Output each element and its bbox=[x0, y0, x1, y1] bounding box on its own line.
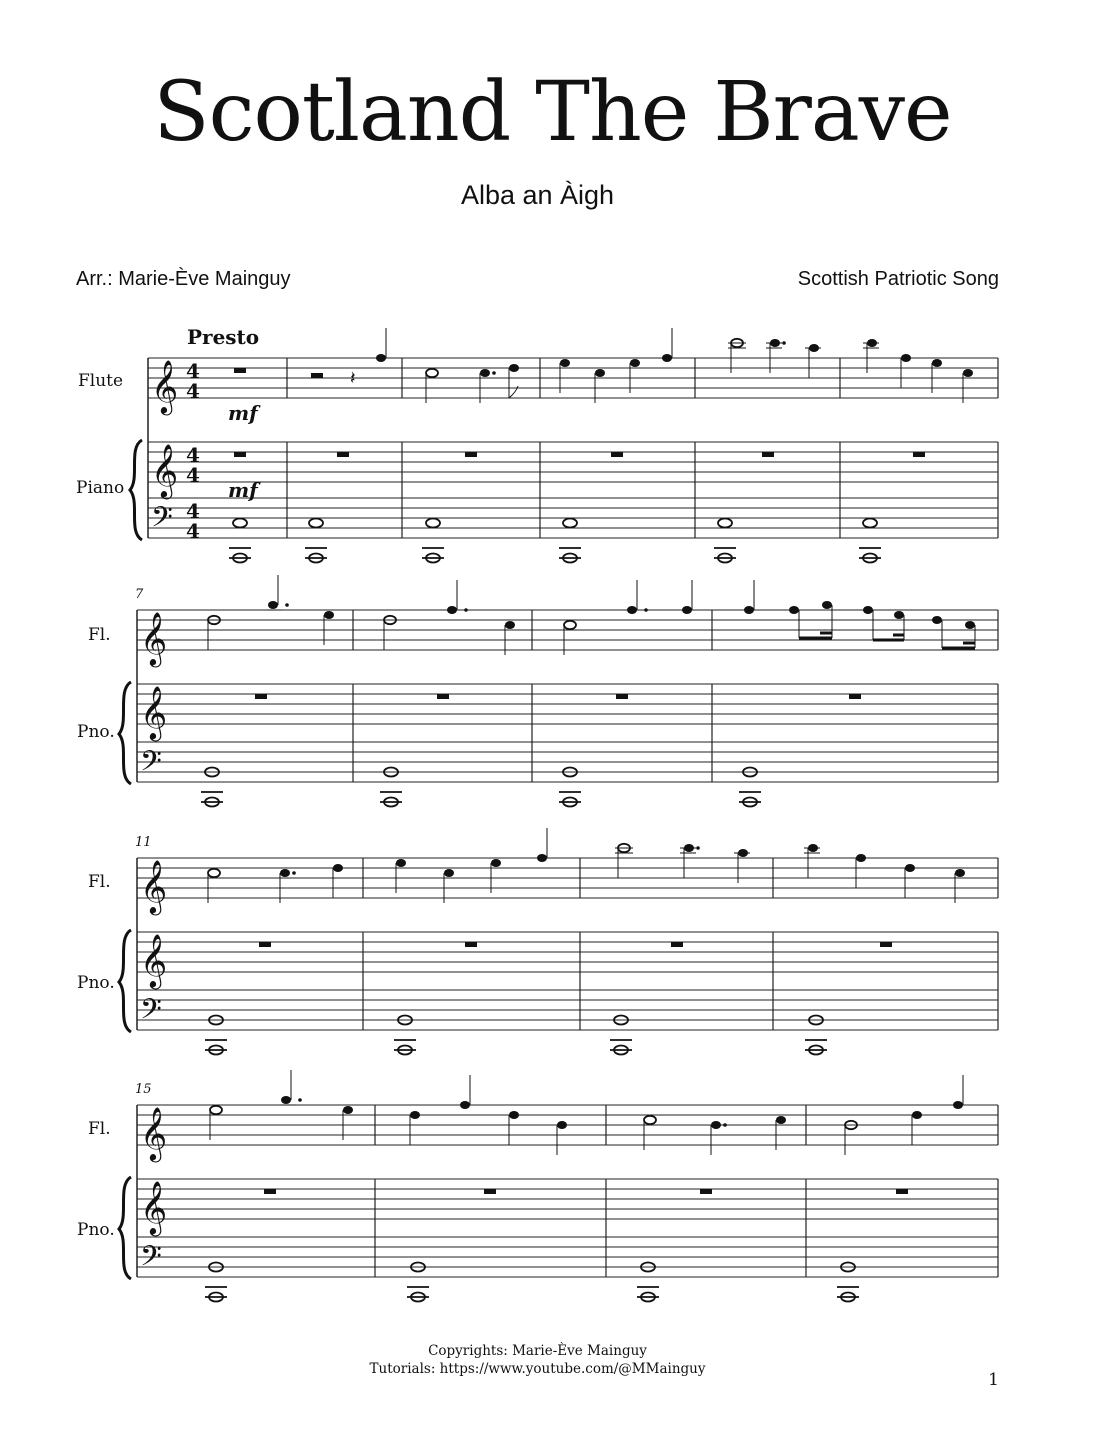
piano-label: Piano bbox=[76, 478, 125, 498]
system-1 bbox=[76, 325, 998, 563]
svg-text:4: 4 bbox=[186, 379, 200, 403]
system-2 bbox=[77, 575, 998, 807]
measure-number: 11 bbox=[135, 835, 152, 850]
piano-brace-icon bbox=[119, 1177, 131, 1279]
flute-staff-1 bbox=[148, 358, 998, 398]
treble-clef-icon: 𝄞 bbox=[140, 859, 168, 913]
footer bbox=[0, 1342, 1075, 1378]
piano-treble-rests-1 bbox=[234, 452, 925, 457]
svg-text:4: 4 bbox=[186, 519, 200, 543]
treble-clef-icon: 𝄞 bbox=[151, 359, 179, 413]
arranger-credit: Arr.: Marie-Ève Mainguy bbox=[76, 268, 291, 290]
copyright-text: Copyrights: Marie-Ève Mainguy bbox=[428, 1343, 647, 1359]
treble-clef-icon: 𝄞 bbox=[140, 1106, 168, 1160]
piano-bass-notes-1 bbox=[229, 519, 881, 563]
treble-clef-icon: 𝄞 bbox=[140, 1180, 168, 1234]
barlines-1 bbox=[287, 358, 998, 538]
svg-text:4: 4 bbox=[186, 443, 200, 467]
treble-clef-icon: 𝄞 bbox=[151, 443, 179, 497]
flute-label: Fl. bbox=[88, 1119, 111, 1139]
measure-number: 15 bbox=[135, 1082, 152, 1097]
composer-credit: Scottish Patriotic Song bbox=[797, 268, 999, 290]
svg-text:4: 4 bbox=[186, 499, 200, 523]
page-subtitle: Alba an Àigh bbox=[460, 180, 615, 210]
flute-label: Flute bbox=[78, 371, 124, 391]
time-signature bbox=[186, 359, 200, 543]
treble-clef-icon: 𝄞 bbox=[140, 611, 168, 665]
tempo-marking: Presto bbox=[187, 325, 260, 349]
piano-label: Pno. bbox=[77, 1220, 115, 1240]
page-number: 1 bbox=[988, 1370, 999, 1390]
treble-clef-icon: 𝄞 bbox=[140, 685, 168, 739]
piano-treble-staff-1 bbox=[148, 442, 998, 482]
page-title: Scotland The Brave bbox=[153, 65, 952, 160]
whole-rest-icon bbox=[234, 368, 246, 373]
piano-brace-icon bbox=[130, 440, 142, 540]
flute-label: Fl. bbox=[88, 872, 111, 892]
dynamic-marking: mf bbox=[228, 401, 258, 425]
tutorials-link[interactable]: Tutorials: https://www.youtube.com/@MMainguy bbox=[369, 1361, 706, 1377]
bass-clef-icon: 𝄢 bbox=[140, 993, 162, 1033]
bass-clef-icon: 𝄢 bbox=[140, 745, 162, 785]
measure-number: 7 bbox=[135, 587, 144, 602]
piano-label: Pno. bbox=[77, 973, 115, 993]
treble-clef-icon: 𝄞 bbox=[140, 933, 168, 987]
bass-clef-icon: 𝄢 bbox=[151, 501, 173, 541]
quarter-rest-icon: 𝄽 bbox=[350, 368, 356, 389]
piano-brace-icon bbox=[119, 682, 131, 784]
svg-text:4: 4 bbox=[186, 359, 200, 383]
bass-clef-icon: 𝄢 bbox=[140, 1240, 162, 1280]
half-rest-icon bbox=[311, 373, 323, 378]
system-4 bbox=[77, 1070, 998, 1302]
dynamic-marking: mf bbox=[228, 478, 258, 502]
svg-text:4: 4 bbox=[186, 463, 200, 487]
flute-notes-1 bbox=[234, 328, 973, 403]
piano-label: Pno. bbox=[77, 722, 115, 742]
system-3 bbox=[77, 828, 998, 1055]
piano-brace-icon bbox=[119, 930, 131, 1032]
flute-label: Fl. bbox=[88, 625, 111, 645]
